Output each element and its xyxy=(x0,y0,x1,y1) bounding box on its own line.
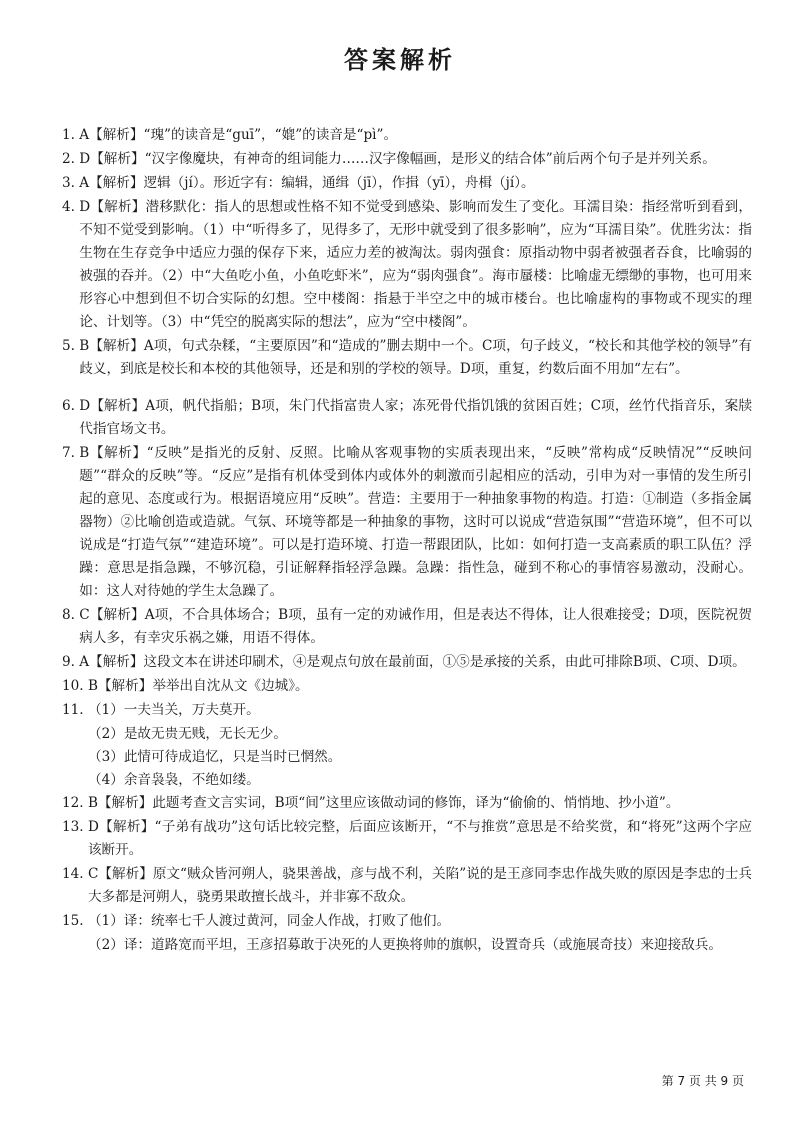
answer-item xyxy=(62,816,752,862)
answer-text: C【解析】原文“贼众皆河朔人，骁果善战，彦与战不利，关陷”说的是王彦同李忠作战失败的原因是李忠的士兵大多都是河朔人，骁勇果敢擅长战斗，并非寡不敌众。 xyxy=(87,866,752,905)
answer-item xyxy=(62,442,752,603)
answer-item xyxy=(62,335,752,381)
answer-item xyxy=(62,196,752,334)
answer-item xyxy=(62,792,752,815)
page-title: 答案解析 xyxy=(344,46,456,74)
answer-text: D【解析】“子弟有战功”这句话比较完整，后面应该断开，“不与推赏”意思是不给奖赏，和“将死”这两个字应该断开。 xyxy=(87,819,752,858)
answer-text: B【解析】举举出自沈从文《边城》。 xyxy=(87,678,309,694)
answer-item xyxy=(62,172,752,195)
answer-list xyxy=(62,124,752,957)
answer-number: 2. xyxy=(62,151,80,167)
answer-number: 1. xyxy=(62,127,80,143)
answer-text: B【解析】A项，句式杂糅，“主要原因”和“造成的”删去期中一个。C项，句子歧义，“校长和其他学校的领导”有歧义，到底是校长和本校的其他领导，还是和别的学校的领导。D项，重复，约数后面不用加“左右”。 xyxy=(79,338,752,377)
answer-number: 15. xyxy=(62,913,88,929)
answer-item xyxy=(62,148,752,171)
answer-number: 14. xyxy=(62,866,88,882)
answer-text: A【解析】“瑰”的读音是“guī”，“媲”的读音是“pì”。 xyxy=(79,127,398,143)
answer-text: （1）译：统率七千人渡过黄河，同金人作战，打败了他们。 xyxy=(87,913,451,929)
answer-text: C【解析】A项，不合具体场合；B项，虽有一定的劝诫作用，但是表达不得体，让人很难接受；D项，医院祝贺病人多，有幸灾乐祸之嫌，用语不得体。 xyxy=(79,607,752,646)
answer-number: 4. xyxy=(62,199,80,215)
answer-number: 12. xyxy=(62,795,88,811)
answer-subline: （2）是故无贵无贱，无长无少。 xyxy=(88,726,287,742)
answer-number: 8. xyxy=(62,607,80,623)
answer-subline: （3）此情可待成追忆，只是当时已惘然。 xyxy=(88,749,342,765)
answer-number: 3. xyxy=(62,175,80,191)
answer-number: 10. xyxy=(62,678,88,694)
answer-number: 6. xyxy=(62,398,80,414)
answer-item xyxy=(62,863,752,909)
answer-number: 7. xyxy=(62,445,80,461)
answer-text: D【解析】潜移默化：指人的思想或性格不知不觉受到感染、影响而发生了变化。耳濡目染：指经常听到看到，不知不觉受到影响。（1）中“听得多了，见得多了，无形中就受到了很多影响”，应为“耳濡目染”。优胜劣汰：指生物在生存竞争中适应力强的保存下来，适应力差的被淘汰。弱肉强食：原指动物中弱者被强者吞食，比喻弱的被强的吞并。（2）中“大鱼吃小鱼，小鱼吃虾米”，应为“弱肉强食”。海市蜃楼：比喻虚无缥缈的事物，也可用来形容心中想到但不切合实际的幻想。空中楼阁：指悬于半空之中的城市楼台。也比喻虚构的事物或不现实的理论、计划等。（3）中“凭空的脱离实际的想法”，应为“空中楼阁”。 xyxy=(79,199,752,330)
answer-number: 5. xyxy=(62,338,80,354)
answer-item xyxy=(62,395,752,441)
answer-text: （1）一夫当关，万夫莫开。 xyxy=(87,702,260,718)
answer-text: D【解析】A项，帆代指船；B项，朱门代指富贵人家；冻死骨代指饥饿的贫困百姓；C项，丝竹代指音乐，案牍代指官场文书。 xyxy=(79,398,752,437)
answer-subline: （2）译：道路宽而平坦，王彦招募敢于决死的人更换将帅的旗帜，设置奇兵（或施展奇技）来迎接敌兵。 xyxy=(88,937,722,953)
answer-item xyxy=(62,699,752,722)
answer-number: 11. xyxy=(62,702,88,718)
page-number: 第 7 页 共 9 页 xyxy=(661,1074,744,1088)
answer-text: A【解析】逻辑（jí）。形近字有：编辑，通缉（jī），作揖（yī），舟楫（jí）。 xyxy=(79,175,535,191)
answer-text: B【解析】“反映”是指光的反射、反照。比喻从客观事物的实质表现出来，“反映”常构成“反映情况”“反映问题”“群众的反映”等。“反应”是指有机体受到体内或体外的刺激而引起相应的活动，引申为对一事情的发生所引起的意见、态度或行为。根据语境应用“反映”。营造：主要用于一种抽象事物的构造。打造：①制造（多指金属器物）②比喻创造或造就。气氛、环境等都是一种抽象的事物，这时可以说成“营造氛围”“营造环境”，但不可以说成是“打造气氛”“建造环境”。可以是打造环境、打造一帮跟团队，比如：如何打造一支高素质的职工队伍？浮躁：意思是指急躁，不够沉稳，引证解释指轻浮急躁。急躁：指性急，碰到不称心的事情容易激动，没耐心。如：这人对待她的学生太急躁了。 xyxy=(79,445,752,599)
answer-item xyxy=(62,675,752,698)
answer-text: B【解析】此题考查文言实词，B项“间”这里应该做动词的修饰，译为“偷偷的、悄悄地、抄小道”。 xyxy=(87,795,680,811)
answer-item xyxy=(62,910,752,933)
answer-item xyxy=(62,124,752,147)
answer-number: 9. xyxy=(62,654,80,670)
answer-number: 13. xyxy=(62,819,88,835)
answer-text: A【解析】这段文本在讲述印刷术，④是观点句放在最前面，①⑤是承接的关系，由此可排除B项、C项、D项。 xyxy=(79,654,746,670)
answer-item xyxy=(62,604,752,650)
answer-item xyxy=(62,651,752,674)
answer-text: D【解析】“汉字像魔块，有神奇的组词能力……汉字像幅画，是形义的结合体”前后两个句子是并列关系。 xyxy=(79,151,716,167)
answer-subline: （4）余音袅袅，不绝如缕。 xyxy=(88,772,260,788)
